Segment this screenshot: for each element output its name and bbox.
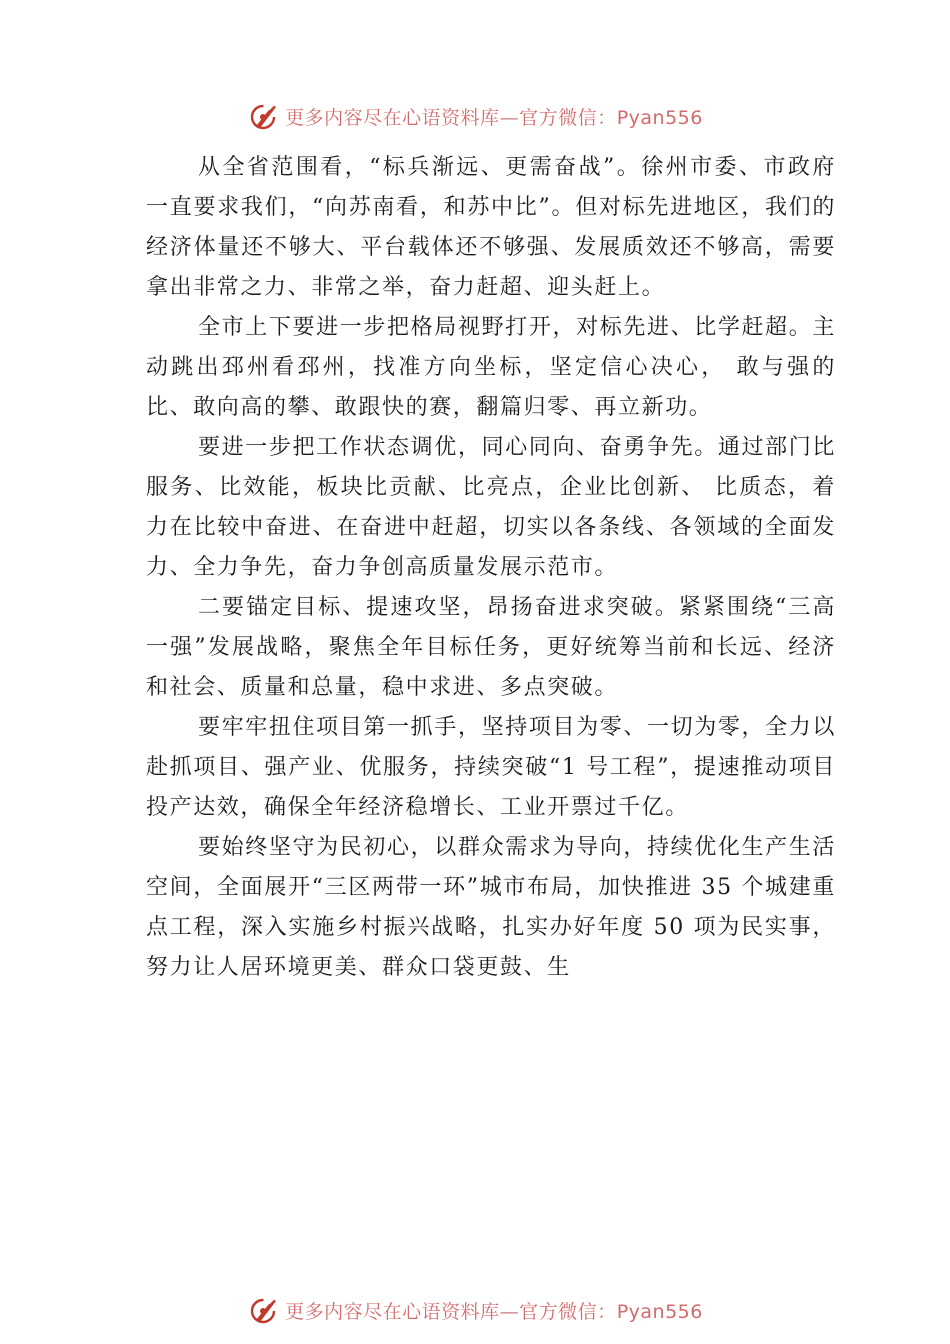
header-banner-handle: Pyan556 — [616, 106, 703, 129]
paragraph-2: 全市上下要进一步把格局视野打开，对标先进、比学赶超。主动跳出邳州看邳州，找准方向坐标，坚定信心决心， 敢与强的比、敢向高的攀、敢跟快的赛，翻篇归零、再立新功。 — [146, 315, 836, 420]
footer-banner-channel: 官方微信： — [519, 1300, 617, 1323]
paragraph-4: 二要锚定目标、提速攻坚，昂扬奋进求突破。紧紧围绕“三高一强”发展战略，聚焦全年目标任务，更好统筹当前和长远、经济和社会、质量和总量，稳中求进、多点突破。 — [146, 595, 836, 700]
header-banner-dash: — — [499, 106, 520, 129]
header-banner-channel: 官方微信： — [519, 106, 617, 129]
paragraph-5: 要牢牢扭住项目第一抓手，坚持项目为零、一切为零，全力以赴抓项目、强产业、优服务，持续突破“1 号工程”，提速推动项目投产达效，确保全年经济稳增长、工业开票过千亿。 — [146, 715, 836, 820]
footer-banner-dash: — — [499, 1300, 520, 1323]
header-banner — [0, 96, 950, 136]
quill-circle-logo-icon — [247, 1293, 281, 1327]
footer-banner-handle: Pyan556 — [616, 1300, 703, 1323]
footer-banner — [0, 1290, 950, 1330]
document-body — [146, 148, 836, 988]
paragraph-3: 要进一步把工作状态调优，同心同向、奋勇争先。通过部门比服务、比效能，板块比贡献、比亮点，企业比创新、 比质态，着力在比较中奋进、在奋进中赶超，切实以各条线、各领域的全面发力、全力争先，奋力争创高质量发展示范市。 — [146, 435, 836, 580]
header-banner-slogan: 更多内容尽在心语资料库 — [285, 106, 500, 129]
paragraph-1: 从全省范围看，“标兵渐远、更需奋战”。徐州市委、市政府一直要求我们，“向苏南看，和苏中比”。但对标先进地区，我们的经济体量还不够大、平台载体还不够强、发展质效还不够高，需要拿出非常之力、非常之举，奋力赶超、迎头赶上。 — [146, 155, 836, 300]
footer-banner-slogan: 更多内容尽在心语资料库 — [285, 1300, 500, 1323]
paragraph-6: 要始终坚守为民初心，以群众需求为导向，持续优化生产生活空间，全面展开“三区两带一环”城市布局，加快推进 35 个城建重点工程，深入实施乡村振兴战略，扎实办好年度 50 项为民实事，努力让人居环境更美、群众口袋更鼓、生 — [146, 835, 836, 980]
quill-circle-logo-icon — [247, 99, 281, 133]
footer-banner-text — [285, 1297, 703, 1324]
header-banner-text — [285, 103, 703, 130]
